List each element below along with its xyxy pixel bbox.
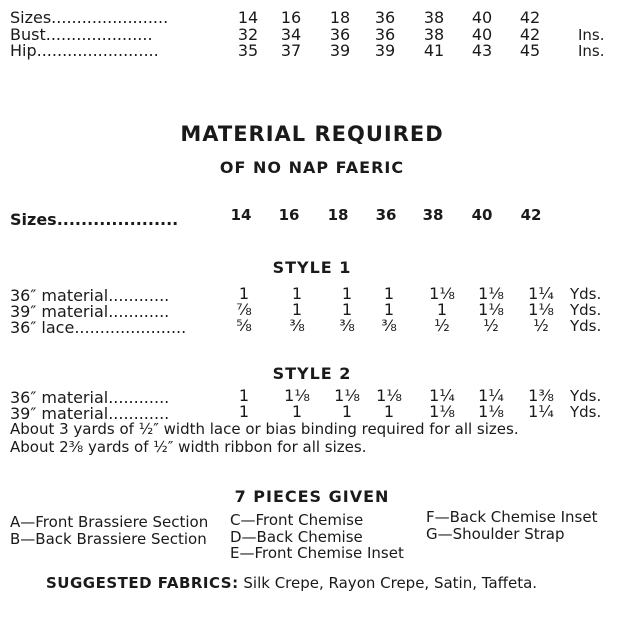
fabrics-label: SUGGESTED FABRICS:: [46, 574, 239, 592]
style2-value: 1: [238, 402, 250, 421]
material-size-value: 38: [422, 206, 444, 224]
style1-value: 1⅛: [478, 284, 504, 303]
style1-row-label: 36″ lace......................: [10, 318, 187, 337]
measure-value: 43: [471, 41, 493, 60]
measure-value: 39: [374, 41, 396, 60]
piece-a: A—Front Brassiere Section: [10, 513, 209, 531]
style1-value: ½: [533, 316, 549, 335]
measure-value: 37: [280, 41, 302, 60]
suggested-fabrics: [46, 574, 537, 592]
style1-value: ½: [483, 316, 499, 335]
style1-value: 1: [383, 300, 395, 319]
piece-g: G—Shoulder Strap: [426, 525, 565, 543]
style1-value: 1: [436, 300, 448, 319]
style1-value: ⅜: [289, 316, 305, 335]
style1-value: 1: [291, 300, 303, 319]
style2-value: 1: [238, 386, 250, 405]
measure-value: 16: [280, 8, 302, 27]
measure-value: 38: [423, 25, 445, 44]
pieces-title: 7 PIECES GIVEN: [234, 487, 390, 506]
material-size-value: 16: [278, 206, 300, 224]
style2-note-lace: About 3 yards of ½″ width lace or bias binding required for all sizes.: [10, 420, 519, 438]
style2-value: 1: [291, 402, 303, 421]
measure-value: 32: [237, 25, 259, 44]
style1-value: 1: [291, 284, 303, 303]
style1-value: 1⅛: [429, 284, 455, 303]
material-subtitle: OF NO NAP FAERIC: [219, 158, 405, 177]
style2-unit: Yds.: [570, 387, 602, 405]
style2-value: 1¼: [528, 402, 554, 421]
measure-value: 45: [519, 41, 541, 60]
style1-value: ½: [434, 316, 450, 335]
measure-unit: Ins.: [578, 42, 605, 60]
style2-value: 1: [383, 402, 395, 421]
measure-label: Sizes.......................: [10, 8, 169, 27]
measure-value: 42: [519, 25, 541, 44]
style1-value: 1⅛: [528, 300, 554, 319]
style1-row-label: 39″ material............: [10, 302, 170, 321]
piece-d: D—Back Chemise: [230, 528, 363, 546]
style1-value: 1: [341, 300, 353, 319]
measure-value: 36: [374, 8, 396, 27]
style1-value: 1⅛: [478, 300, 504, 319]
material-size-value: 14: [230, 206, 252, 224]
style2-unit: Yds.: [570, 403, 602, 421]
piece-f: F—Back Chemise Inset: [426, 508, 598, 526]
style1-value: 1: [341, 284, 353, 303]
style2-value: 1⅛: [284, 386, 310, 405]
style2-value: 1¼: [478, 386, 504, 405]
style2-title: STYLE 2: [272, 364, 352, 383]
measure-value: 35: [237, 41, 259, 60]
material-sizes-label: Sizes....................: [10, 210, 179, 229]
measure-value: 36: [329, 25, 351, 44]
style1-unit: Yds.: [570, 317, 602, 335]
measure-value: 41: [423, 41, 445, 60]
style2-value: 1⅛: [334, 386, 360, 405]
measure-value: 39: [329, 41, 351, 60]
style2-value: 1⅜: [528, 386, 554, 405]
style2-note-ribbon: About 2⅜ yards of ½″ width ribbon for all sizes.: [10, 438, 367, 456]
style2-value: 1¼: [429, 386, 455, 405]
measure-value: 34: [280, 25, 302, 44]
style1-unit: Yds.: [570, 301, 602, 319]
measure-label: Bust.....................: [10, 25, 153, 44]
material-size-value: 42: [520, 206, 542, 224]
style1-row-label: 36″ material............: [10, 286, 170, 305]
style2-value: 1⅛: [429, 402, 455, 421]
piece-e: E—Front Chemise Inset: [230, 544, 404, 562]
style1-title: STYLE 1: [272, 258, 352, 277]
piece-b: B—Back Brassiere Section: [10, 530, 207, 548]
measure-label: Hip........................: [10, 41, 159, 60]
measure-value: 40: [471, 8, 493, 27]
style2-value: 1⅛: [478, 402, 504, 421]
material-size-value: 18: [327, 206, 349, 224]
style1-value: 1¼: [528, 284, 554, 303]
measure-value: 14: [237, 8, 259, 27]
piece-c: C—Front Chemise: [230, 511, 364, 529]
measure-value: 18: [329, 8, 351, 27]
style1-value: ⅜: [339, 316, 355, 335]
measure-value: 38: [423, 8, 445, 27]
style2-row-label: 39″ material............: [10, 404, 170, 423]
measure-value: 40: [471, 25, 493, 44]
style1-value: 1: [383, 284, 395, 303]
style1-value: ⅞: [236, 300, 252, 319]
style1-unit: Yds.: [570, 285, 602, 303]
style1-value: ⅜: [381, 316, 397, 335]
measure-unit: Ins.: [578, 26, 605, 44]
style2-row-label: 36″ material............: [10, 388, 170, 407]
style2-value: 1: [341, 402, 353, 421]
style2-value: 1⅛: [376, 386, 402, 405]
material-size-value: 40: [471, 206, 493, 224]
fabrics-list: Silk Crepe, Rayon Crepe, Satin, Taffeta.: [243, 574, 538, 592]
measure-value: 36: [374, 25, 396, 44]
material-title: MATERIAL REQUIRED: [180, 122, 444, 146]
style1-value: ⅝: [236, 316, 252, 335]
measure-value: 42: [519, 8, 541, 27]
style1-value: 1: [238, 284, 250, 303]
material-size-value: 36: [375, 206, 397, 224]
